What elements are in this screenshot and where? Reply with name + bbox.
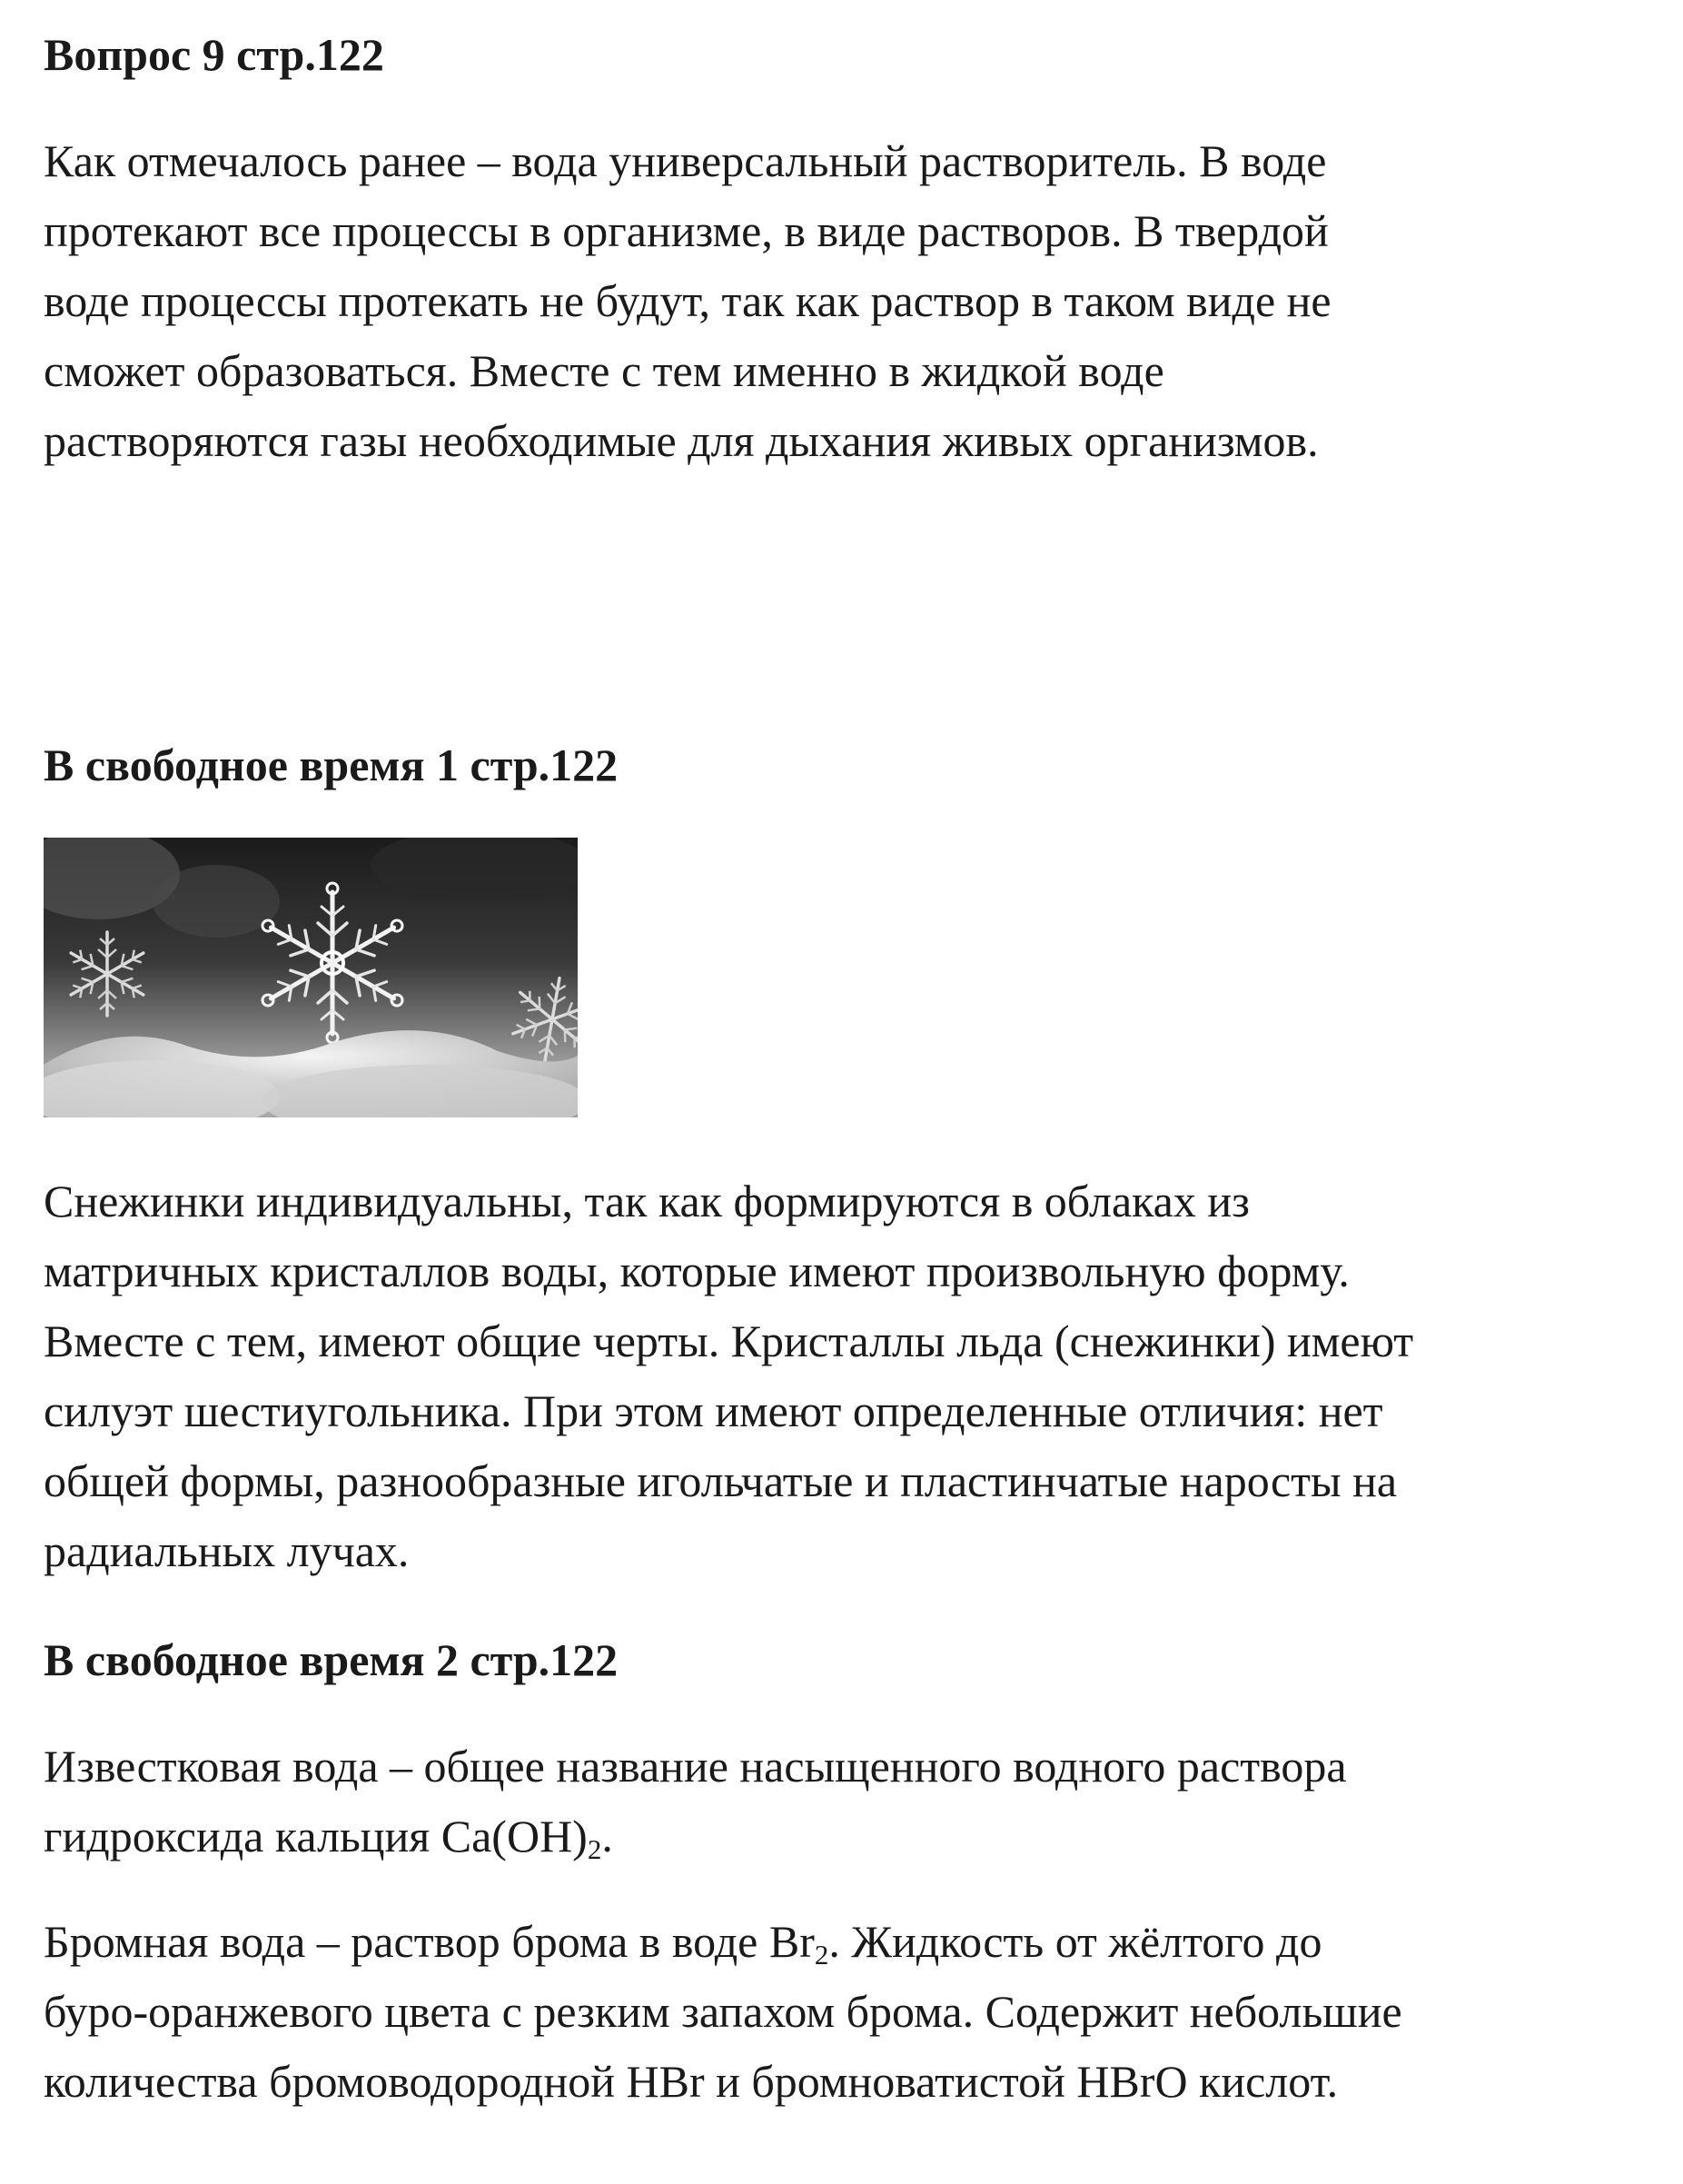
paragraph-line: общей формы, разнообразные игольчатые и пластинчатые наросты на [44,1455,1398,1506]
paragraph-line: буро-оранжевого цвета с резким запахом брома. Содержит небольшие [44,1986,1402,2037]
paragraph-line: силуэт шестиугольника. При этом имеют определенные отличия: нет [44,1385,1383,1436]
snowflake-icon [44,838,578,1117]
paragraph-line: сможет образоваться. Вместе с тем именно в жидкой воде [44,345,1164,396]
paragraph-bromine-water [44,1907,1402,2117]
paragraph-line [44,1802,1347,1871]
subscript: 2 [814,1938,829,1971]
paragraph-line: количества бромоводородной HBr и бромноватистой HBrO кислот. [44,2056,1339,2107]
paragraph-question-9 [44,126,1332,476]
heading-free-time-1: В свободное время 1 стр.122 [44,740,619,790]
paragraph-line: протекают все процессы в организме, в виде растворов. В твердой [44,205,1329,256]
paragraph-line: Как отмечалось ранее – вода универсальный растворитель. В воде [44,135,1327,186]
paragraph-line: воде процессы протекать не будут, так как раствор в таком виде не [44,275,1332,326]
paragraph-line [44,1907,1402,1977]
paragraph-line: радиальных лучах. [44,1525,410,1576]
text-run: Бромная вода – раствор брома в воде Br [44,1916,815,1967]
text-run: . Жидкость от жёлтого до [828,1916,1322,1967]
paragraph-line: Снежинки индивидуальны, так как формируются в облаках из [44,1176,1250,1226]
snowflake-photo [44,838,578,1117]
paragraph-line: Вместе с тем, имеют общие черты. Кристаллы льда (снежинки) имеют [44,1315,1414,1366]
paragraph-line: растворяются газы необходимые для дыхания живых организмов. [44,415,1319,466]
paragraph-free-time-1 [44,1166,1413,1586]
heading-question-9: Вопрос 9 стр.122 [44,29,384,80]
heading-free-time-2: В свободное время 2 стр.122 [44,1634,619,1685]
subscript: 2 [587,1832,602,1865]
paragraph-line: матричных кристаллов воды, которые имеют произвольную форму. [44,1246,1350,1296]
text-run: . [601,1811,613,1861]
paragraph-line: Известковая вода – общее название насыщенного водного раствора [44,1741,1347,1792]
paragraph-lime-water [44,1732,1347,1871]
text-run: гидроксида кальция Ca(OH) [44,1811,588,1861]
